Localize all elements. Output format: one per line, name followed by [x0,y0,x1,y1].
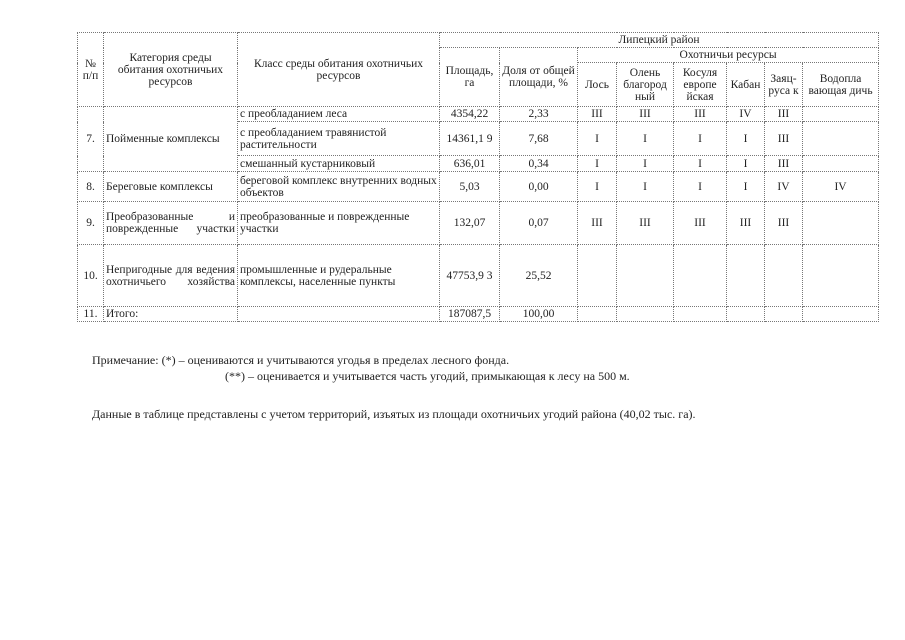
row-category: Итого: [104,307,238,322]
notes-block [92,352,696,422]
grade-cell [803,307,879,322]
table-row [78,107,879,122]
row-class: преобразованные и поврежденные участки [238,202,440,245]
header-species-moose: Лось [578,63,617,107]
grade-cell [617,245,674,307]
grade-cell: IV [803,172,879,202]
grade-cell: III [765,122,803,156]
row-num: 9. [78,202,104,245]
table-row [78,307,879,322]
grade-cell [803,107,879,122]
grade-cell: III [727,202,765,245]
row-area: 14361,1 9 [440,122,500,156]
header-species-boar: Кабан [727,63,765,107]
grade-cell [803,245,879,307]
grade-cell: I [727,122,765,156]
grade-cell [727,307,765,322]
table-row [78,245,879,307]
grade-cell [674,245,727,307]
note-excluded-territories: Данные в таблице представлены с учетом территорий, изъятых из площади охотничьих угодий района (40,02 тыс. га). [92,407,696,421]
header-species-waterfowl: Водопла вающая дичь [803,63,879,107]
grade-cell [727,245,765,307]
row-class: промышленные и рудеральные комплексы, населенные пункты [238,245,440,307]
grade-cell [617,307,674,322]
grade-cell: III [765,202,803,245]
grade-cell [578,245,617,307]
grade-cell [765,307,803,322]
header-num: № п/п [78,33,104,107]
grade-cell: III [578,107,617,122]
grade-cell [803,122,879,156]
grade-cell [803,156,879,172]
header-species-red-deer: Олень благород ный [617,63,674,107]
row-num: 10. [78,245,104,307]
row-num: 8. [78,172,104,202]
grade-cell: I [727,156,765,172]
note-forest-fund: Примечание: (*) – оцениваются и учитываются угодья в пределах лесного фонда. [92,353,510,367]
grade-cell [578,307,617,322]
row-share: 2,33 [500,107,578,122]
row-num: 11. [78,307,104,322]
row-area: 47753,9 3 [440,245,500,307]
row-area: 132,07 [440,202,500,245]
header-species-roe-deer: Косуля европе йская [674,63,727,107]
habitat-table [77,32,879,322]
grade-cell: IV [765,172,803,202]
grade-cell: III [765,156,803,172]
header-class: Класс среды обитания охотничьих ресурсов [238,33,440,107]
row-share: 0,07 [500,202,578,245]
grade-cell: III [617,202,674,245]
grade-cell: I [674,122,727,156]
grade-cell [674,307,727,322]
grade-cell: I [727,172,765,202]
grade-cell [765,245,803,307]
row-share: 0,34 [500,156,578,172]
row-category: Береговые комплексы [104,172,238,202]
header-category: Категория среды обитания охотничьих ресурсов [104,33,238,107]
row-area: 4354,22 [440,107,500,122]
grade-cell: IV [727,107,765,122]
row-area: 5,03 [440,172,500,202]
row-category: Непригодные для ведения охотничьего хозяйства [104,245,238,307]
row-class: смешанный кустарниковый [238,156,440,172]
table-row [78,202,879,245]
row-share: 100,00 [500,307,578,322]
header-area: Площадь, га [440,48,500,107]
row-share: 0,00 [500,172,578,202]
row-class: с преобладанием травянистой растительности [238,122,440,156]
grade-cell: III [578,202,617,245]
grade-cell: I [617,122,674,156]
header-resources: Охотничьи ресурсы [578,48,879,63]
note-adjacent-500m: (**) – оценивается и учитывается часть угодий, примыкающая к лесу на 500 м. [225,369,630,383]
grade-cell: I [674,156,727,172]
grade-cell: I [578,122,617,156]
row-area: 636,01 [440,156,500,172]
grade-cell: I [578,156,617,172]
row-num: 7. [78,107,104,172]
table-row [78,172,879,202]
header-species-hare: Заяц-руса к [765,63,803,107]
grade-cell [803,202,879,245]
row-class: с преобладанием леса [238,107,440,122]
grade-cell: I [674,172,727,202]
header-district: Липецкий район [440,33,879,48]
row-class: береговой комплекс внутренних водных объектов [238,172,440,202]
header-share: Доля от общей площади, % [500,48,578,107]
row-share: 7,68 [500,122,578,156]
grade-cell: III [617,107,674,122]
row-share: 25,52 [500,245,578,307]
grade-cell: I [617,172,674,202]
grade-cell: I [578,172,617,202]
row-class [238,307,440,322]
grade-cell: III [674,107,727,122]
grade-cell: III [765,107,803,122]
row-category: Пойменные комплексы [104,107,238,172]
row-category: Преобразованные и поврежденные участки [104,202,238,245]
grade-cell: I [617,156,674,172]
grade-cell: III [674,202,727,245]
row-area: 187087,5 [440,307,500,322]
